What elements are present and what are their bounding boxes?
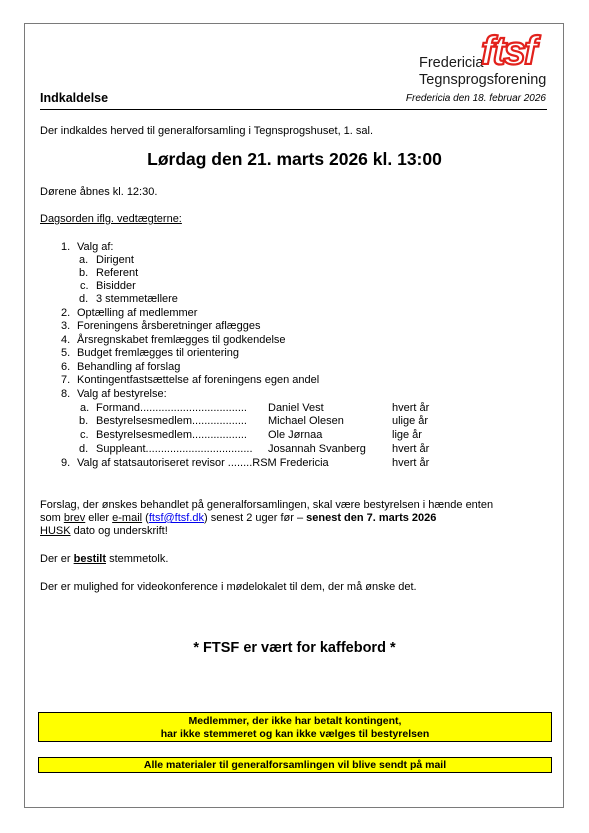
board-member-name: Daniel Vest [268,402,324,414]
agenda-number: 9. [61,457,71,469]
proposals-line1: Forslag, der ønskes behandlet på generalforsamlingen, skal være bestyrelsen i hænde enten [40,499,494,511]
agenda-item: Optælling af medlemmer [77,307,198,319]
board-term: hvert år [392,443,430,455]
sub-item: 3 stemmetællere [96,293,178,305]
agenda-item: Årsregnskabet fremlægges til godkendelse [77,334,286,346]
agenda-item: Foreningens årsberetninger aflægges [77,320,261,332]
sub-item: Bisidder [96,280,136,292]
agenda-item: Behandling af forslag [77,361,181,373]
agenda-number: 4. [61,334,71,346]
email-label: e-mail [112,512,143,524]
board-term: lige år [392,429,422,441]
board-term: hvert år [392,457,430,469]
brev-text: brev [63,512,86,524]
husk-text: HUSK [40,525,71,537]
proposals-line3: HUSK dato og underskrift! [40,525,168,537]
board-role: Bestyrelsesmedlem.................. [96,415,247,427]
header-divider [40,109,547,110]
board-role: Formand................................... [96,402,247,414]
svg-text:ftsf: ftsf [481,29,536,70]
agenda-item: Budget fremlægges til orientering [77,347,240,359]
agenda-item: Valg af: [77,241,114,253]
sub-letter: d. [79,293,89,305]
agenda-item: Valg af statsautoriseret revisor ........RSM Fredericia [77,457,329,469]
meeting-datetime: Lørdag den 21. marts 2026 kl. 13:00 [147,149,442,169]
materials-notice: Alle materialer til generalforsamlingen vil blive sendt på mail [38,757,552,773]
agenda-number: 1. [61,241,71,253]
board-term: hvert år [392,402,430,414]
coffee-notice: * FTSF er vært for kaffebord * [193,640,396,656]
sub-letter: a. [79,254,89,266]
board-member-name: Ole Jørnaa [268,429,323,441]
board-role: Bestyrelsesmedlem.................. [96,429,247,441]
org-name-line1: Fredericia [419,55,484,71]
contribution-notice [38,712,552,742]
board-member-name: Josannah Svanberg [268,443,366,455]
sub-letter: b. [79,267,89,279]
ftsf-logo [479,28,549,70]
board-letter: d. [79,443,89,455]
agenda-number: 6. [61,361,71,373]
agenda-number: 3. [61,320,71,332]
doors-open-text: Dørene åbnes kl. 12:30. [40,186,158,198]
board-term: ulige år [392,415,429,427]
agenda-item: Kontingentfastsættelse af foreningens egen andel [77,374,320,386]
agenda-number: 7. [61,374,71,386]
agenda-item: Valg af bestyrelse: [77,388,167,400]
videoconference-text: Der er mulighed for videokonference i mødelokalet til dem, der må ønske det. [40,581,417,593]
board-role: Suppleant................................... [96,443,253,455]
notice-line: har ikke stemmeret og kan ikke vælges til bestyrelsen [160,728,430,740]
proposals-line2: som brev eller e-mail (ftsf@ftsf.dk) senest 2 uger før – senest den 7. marts 2026 [40,512,437,524]
document-title: Indkaldelse [40,91,109,105]
document-date: Fredericia den 18. februar 2026 [405,93,546,104]
board-letter: a. [80,402,90,414]
sub-letter: c. [80,280,89,292]
interpreter-text: Der er bestilt stemmetolk. [40,553,169,565]
intro-text: Der indkaldes herved til generalforsamling i Tegnsprogshuset, 1. sal. [40,125,374,137]
agenda-title: Dagsorden iflg. vedtægterne: [40,213,182,225]
deadline-text: senest den 7. marts 2026 [306,512,437,524]
notice-line: Medlemmer, der ikke har betalt kontingent, [188,715,402,727]
agenda-number: 8. [61,388,71,400]
email-link[interactable]: ftsf@ftsf.dk [148,512,205,524]
board-member-name: Michael Olesen [268,415,344,427]
board-letter: c. [80,429,89,441]
sub-item: Dirigent [96,254,134,266]
agenda-number: 2. [61,307,71,319]
org-name-line2: Tegnsprogsforening [419,72,547,88]
agenda-number: 5. [61,347,71,359]
sub-item: Referent [96,267,139,279]
board-letter: b. [79,415,89,427]
